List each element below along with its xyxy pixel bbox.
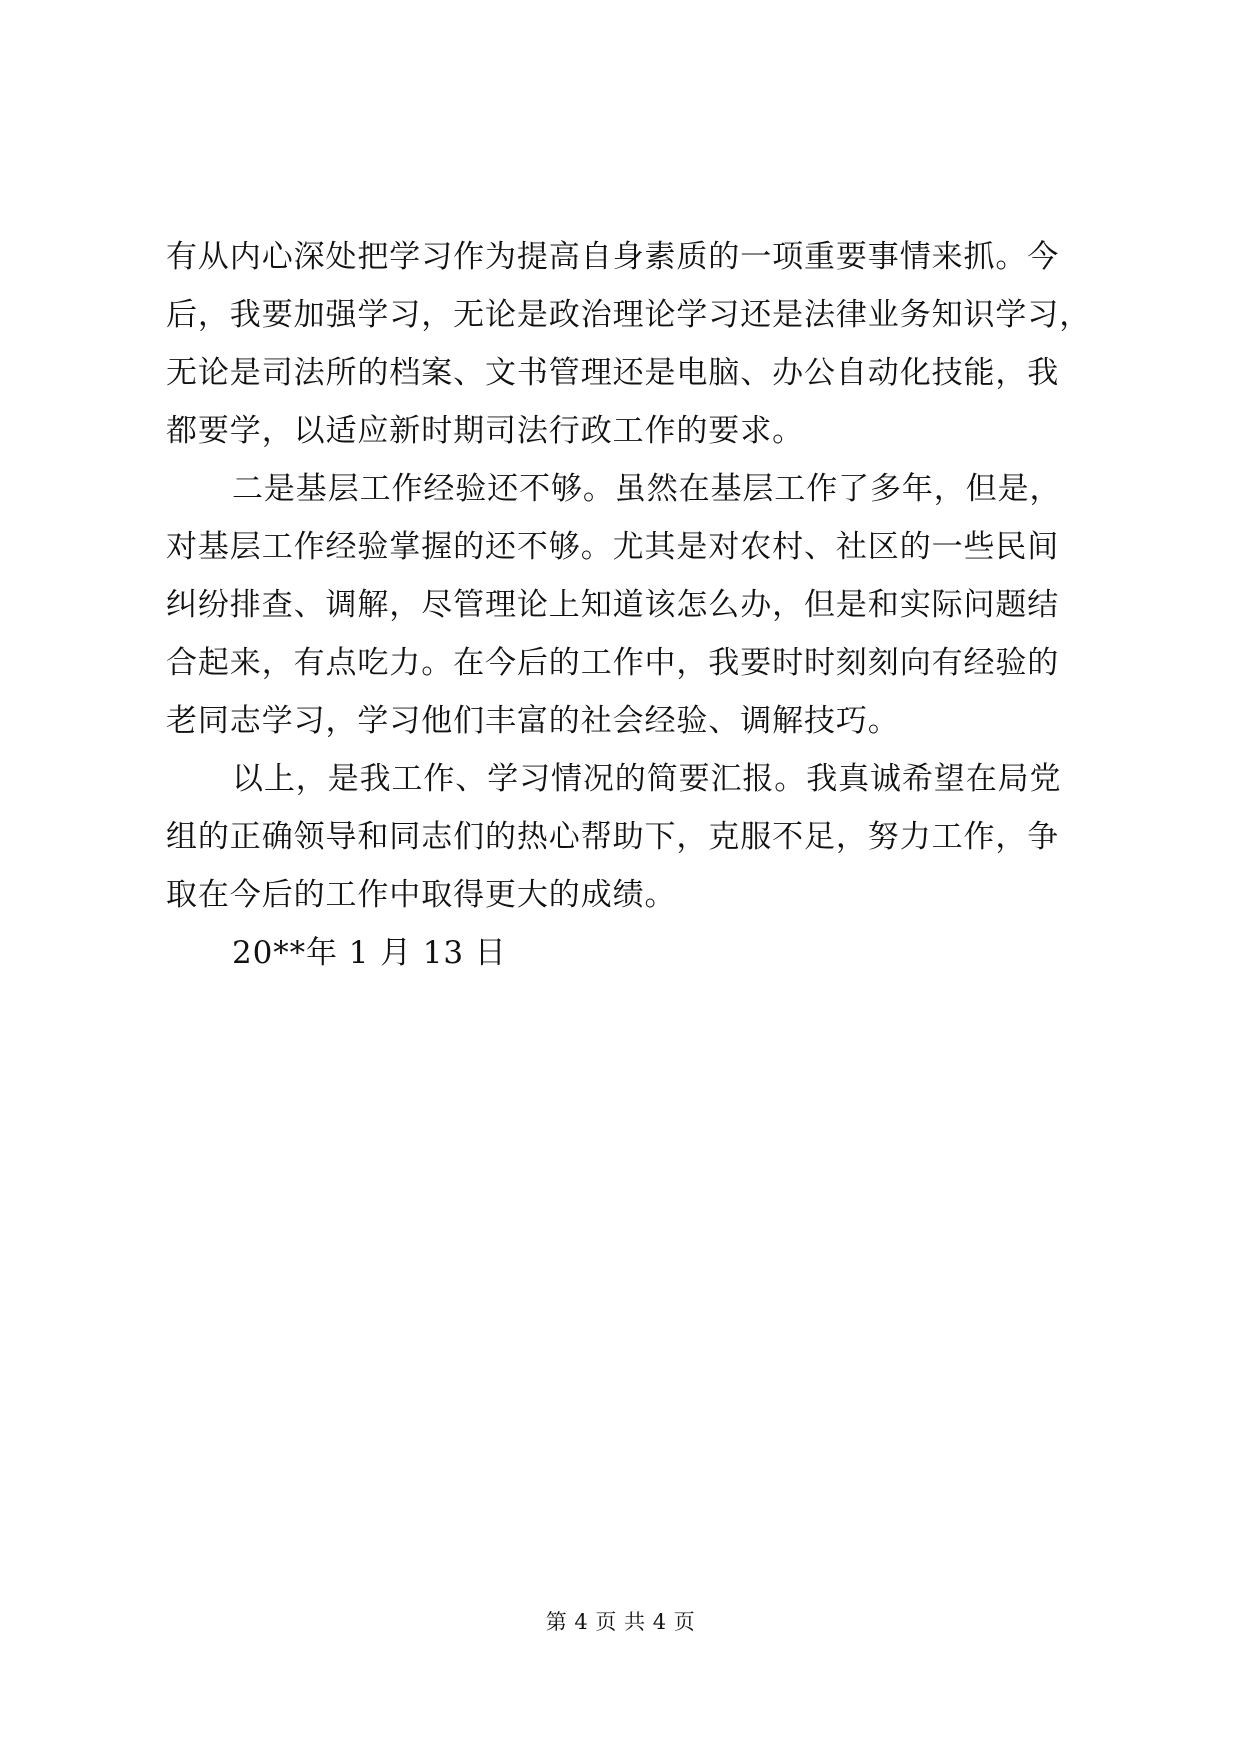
paragraph-line: 纠纷排查、调解，尽管理论上知道该怎么办，但是和实际问题结 bbox=[166, 587, 1060, 623]
paragraph-line: 有从内心深处把学习作为提高自身素质的一项重要事情来抓。今 bbox=[166, 239, 1060, 275]
paragraph-line: 老同志学习，学习他们丰富的社会经验、调解技巧。 bbox=[166, 703, 900, 739]
paragraph-line: 合起来，有点吃力。在今后的工作中，我要时时刻刻向有经验的 bbox=[166, 645, 1060, 681]
paragraph-line: 以上，是我工作、学习情况的简要汇报。我真诚希望在局党 bbox=[232, 761, 1062, 797]
page-number-footer: 第 4 页 共 4 页 bbox=[545, 1610, 696, 1634]
paragraph-line: 组的正确领导和同志们的热心帮助下，克服不足，努力工作，争 bbox=[166, 819, 1060, 855]
paragraph-line: 后，我要加强学习，无论是政治理论学习还是法律业务知识学习， bbox=[166, 297, 1092, 333]
date-line: 20**年 1 月 13 日 bbox=[232, 935, 507, 971]
paragraph-line: 对基层工作经验掌握的还不够。尤其是对农村、社区的一些民间 bbox=[166, 529, 1060, 565]
document-body bbox=[166, 228, 1092, 982]
paragraph-line: 取在今后的工作中取得更大的成绩。 bbox=[166, 877, 677, 913]
paragraph-line: 都要学，以适应新时期司法行政工作的要求。 bbox=[166, 413, 804, 449]
paragraph-line: 二是基层工作经验还不够。虽然在基层工作了多年，但是， bbox=[232, 471, 1062, 507]
paragraph-line: 无论是司法所的档案、文书管理还是电脑、办公自动化技能，我 bbox=[166, 355, 1060, 391]
